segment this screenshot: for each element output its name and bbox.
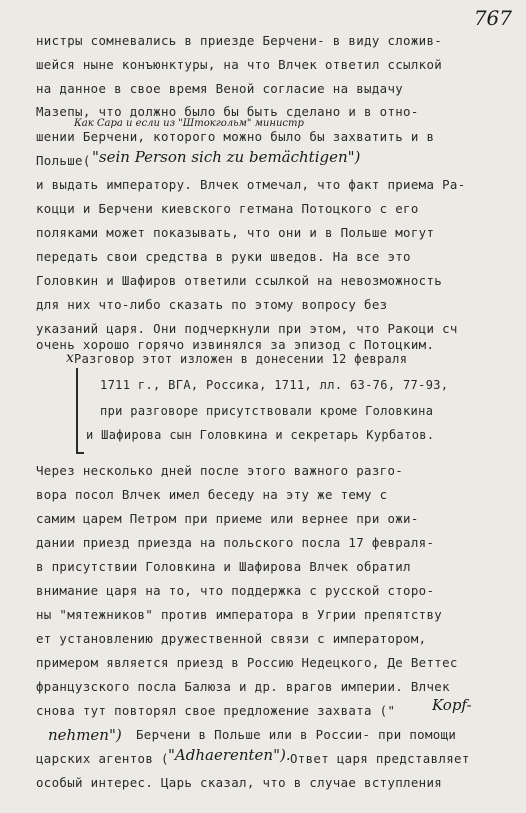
footnote-bracket-end (76, 452, 84, 454)
text-line: на данное в свое время Веной согласие на выдачу (36, 81, 404, 96)
footnote-line: Разговор этот изложен в донесении 12 февраля (74, 352, 408, 366)
text-line: Головкин и Шафиров ответили ссылкой на невозможность (36, 273, 443, 288)
text-line: шейся ныне конъюнктуры, на что Влчек ответил ссылкой (36, 57, 443, 72)
text-line: коцци и Берчени киевского гетмана Потоцкого с его (36, 201, 419, 216)
footnote-mark: x (66, 350, 74, 366)
text-line: снова тут повторял свое предложение захвата (" (36, 703, 396, 718)
text-line: Берчени в Польше или в России- при помощи (136, 727, 457, 742)
footnote-line: при разговоре присутствовали кроме Головкина (100, 404, 434, 418)
footnote-line: 1711 г., ВГА, Россика, 1711, лл. 63-76, 77-93, (100, 378, 449, 392)
text-line: поляками может показывать, что они и в Польше могут (36, 225, 435, 240)
handwritten-german-person: "sein Person sich zu bemächtigen") (92, 148, 361, 166)
handwritten-adhaerenten: "Adhaerenten"). (168, 746, 291, 764)
text-line: Через несколько дней после этого важного разго- (36, 463, 404, 478)
text-line: особый интерес. Царь сказал, что в случае вступления (36, 775, 443, 790)
text-line: нистры сомневались в приезде Берчени- в виду сложив- (36, 33, 443, 48)
text-line: вора посол Влчек имел беседу на эту же тему с (36, 487, 388, 502)
text-line: дании приезд приезда на польского посла 17 февраля- (36, 535, 435, 550)
handwritten-kopf: Kopf- (432, 696, 472, 714)
text-line: указаний царя. Они подчеркнули при этом, что Ракоци сч (36, 321, 458, 336)
text-line: Польше( (36, 153, 91, 168)
text-line: ны "мятежников" против императора в Угрии препятству (36, 607, 443, 622)
text-line: шении Берчени, которого можно было бы захватить и в (36, 129, 435, 144)
text-line: очень хорошо горячо извинялся за эпизод с Потоцким. (36, 337, 435, 352)
text-line: самим царем Петром при приеме или вернее при ожи- (36, 511, 419, 526)
handwritten-nehmen: nehmen") (48, 726, 122, 744)
footnote-line: и Шафирова сын Головкина и секретарь Курбатов. (86, 428, 435, 442)
text-line: Мазепы, что должно было бы быть сделано и в отно- (36, 104, 419, 119)
text-line: царских агентов ( (36, 751, 169, 766)
text-line: передать свои средства в руки шведов. На все это (36, 249, 411, 264)
footnote-bracket (76, 368, 78, 454)
text-line: примером является приезд в Россию Недецкого, Де Веттес (36, 655, 458, 670)
page-number: 767 (473, 6, 512, 30)
text-line: французского посла Балюза и др. врагов империи. Влчек (36, 679, 450, 694)
text-line: Ответ царя представляет (290, 751, 470, 766)
text-line: ет установлению дружественной связи с императором, (36, 631, 427, 646)
text-line: и выдать императору. Влчек отмечал, что факт приема Ра- (36, 177, 466, 192)
text-line: в присутствии Головкина и Шафирова Влчек обратил (36, 559, 411, 574)
handwritten-insert: Как Сара и если из "Штокгольм" министр (74, 118, 304, 129)
text-line: для них что-либо сказать по этому вопросу без (36, 297, 388, 312)
text-line: внимание царя на то, что поддержка с русской сторо- (36, 583, 435, 598)
